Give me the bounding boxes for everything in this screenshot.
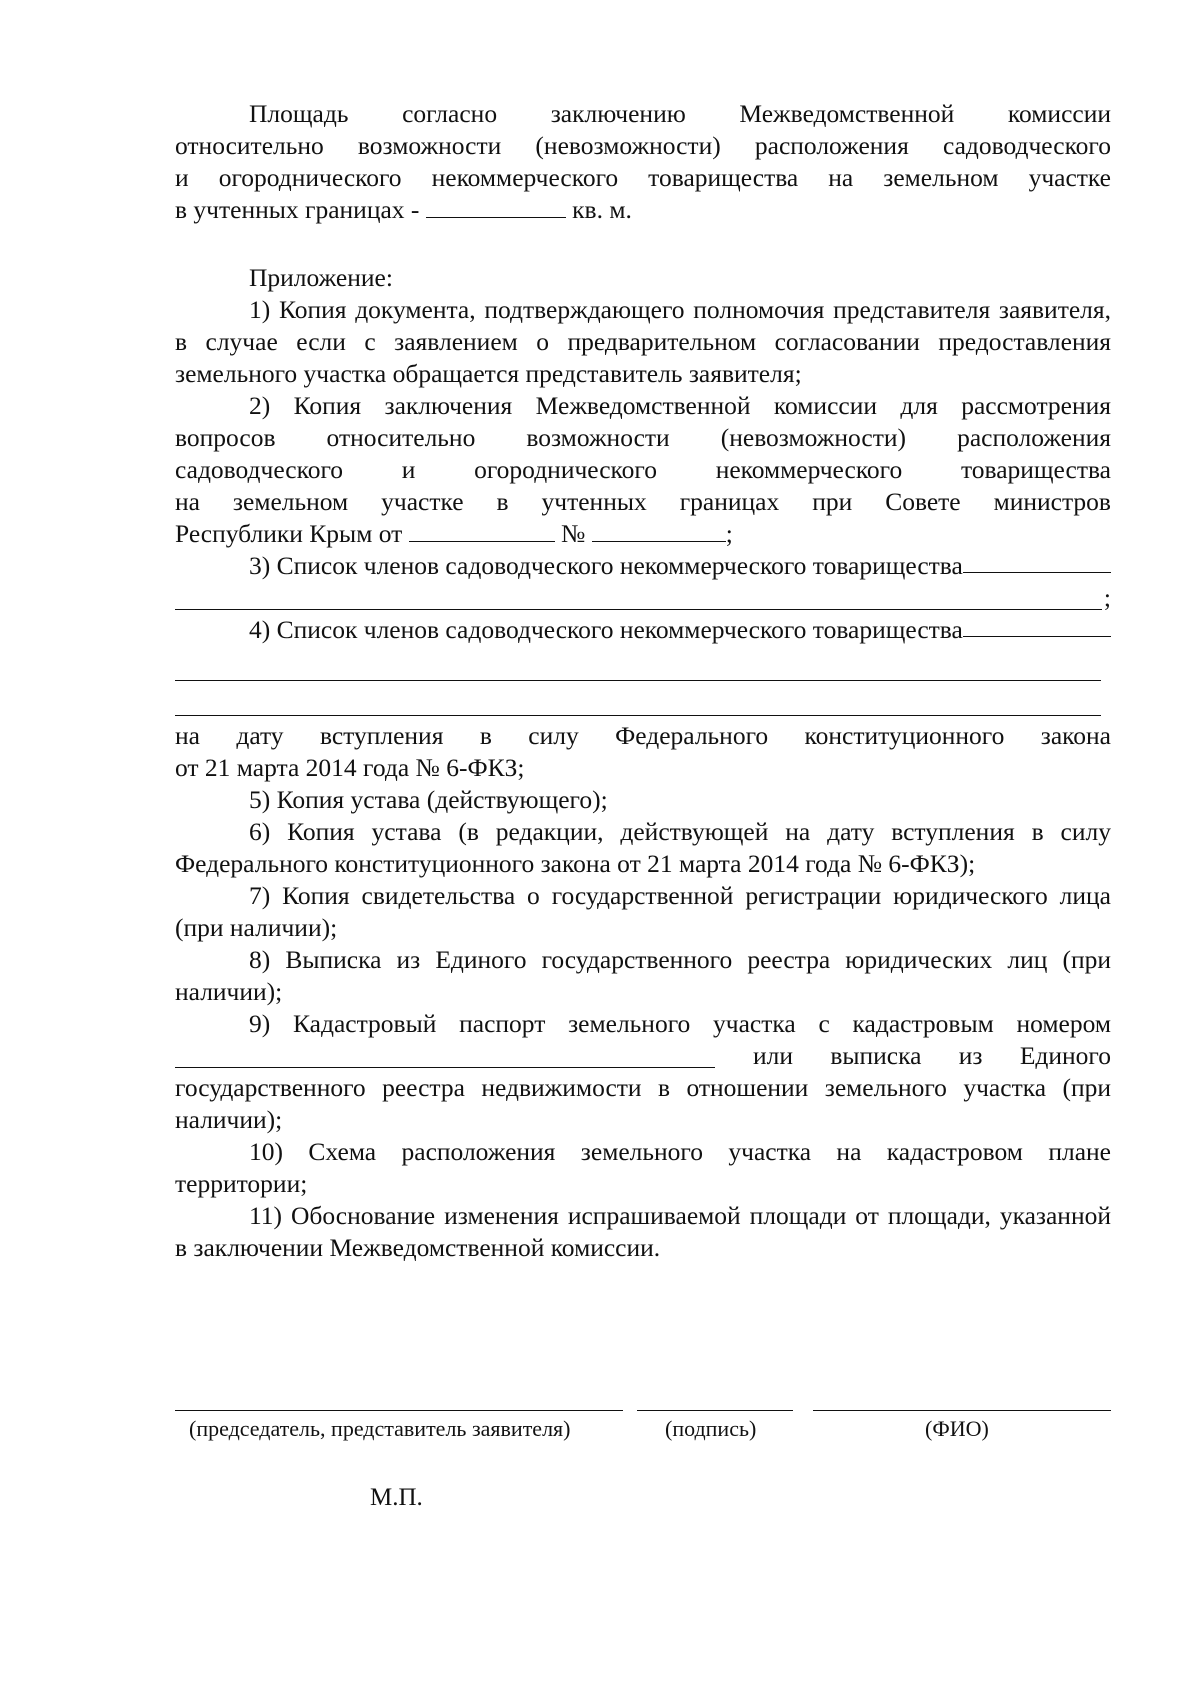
word: закона [1040,721,1111,750]
signature-label: (подпись) [665,1416,757,1441]
appendix-title: Приложение: [249,263,393,292]
word: огороднического [474,455,657,484]
members-list-field-4[interactable] [175,646,1101,681]
area-value-field[interactable] [426,195,566,218]
word: границах [679,487,780,516]
word: участке [381,487,464,516]
word: расположения [957,423,1111,452]
punctuation: ; [1103,583,1111,612]
word: выписка [830,1041,922,1070]
word: на [175,487,200,516]
word: Площадь [249,99,349,128]
word: возможности [526,423,670,452]
role-field[interactable] [175,1398,623,1411]
appendix-item-9-line-1: 9) Кадастровый паспорт земельного участка с кадастровым номером [249,1009,1111,1038]
appendix-item-8: 8) Выписка из Единого государственного реестра юридических лиц (при наличии); [175,945,1111,1006]
word: учтенных [541,487,647,516]
word: или [753,1041,794,1070]
word: и [401,455,416,484]
stamp-place-label: М.П. [370,1484,423,1511]
area-unit: кв. м. [572,195,632,224]
area-paragraph-line-4 [175,194,1111,226]
appendix-item-3 [175,550,1111,582]
word: вступления [319,721,444,750]
area-label: в учтенных границах - [175,195,420,224]
punctuation: ; [725,519,733,548]
conclusion-number-field[interactable] [592,519,726,542]
full-name-label: (ФИО) [925,1416,989,1441]
members-list-field-5[interactable] [175,681,1101,716]
signature-labels [175,1412,1111,1442]
word: Межведомственной [739,99,955,128]
members-list-field-1[interactable] [963,550,1111,573]
appendix-item-4-cont-line-2: от 21 марта 2014 года № 6-ФКЗ; [175,753,525,782]
area-paragraph-line-3: и огороднического некоммерческого товарищества на земельном участке [175,163,1111,192]
appendix-item-2-line-3 [175,454,1111,486]
word: земельном [232,487,349,516]
word: товарищества [960,455,1111,484]
word: относительно [326,423,476,452]
word: некоммерческого [715,455,903,484]
appendix-item-9-rest: государственного реестра недвижимости в отношении земельного участка (при наличии); [175,1073,1111,1134]
document-body [175,98,1111,1264]
appendix-item-10: 10) Схема расположения земельного участка на кадастровом плане территории; [175,1137,1111,1198]
word: Федерального [615,721,769,750]
appendix-item-2-line-2 [175,422,1111,454]
role-label: (председатель, представитель заявителя) [189,1416,571,1441]
word: Совете [885,487,961,516]
word: в [496,487,509,516]
appendix-item-3-text: 3) Список членов садоводческого некоммерческого товарищества [249,551,963,580]
appendix-item-5: 5) Копия устава (действующего); [249,785,608,814]
word: конституционного [804,721,1005,750]
conclusion-date-field[interactable] [409,519,555,542]
appendix-item-6: 6) Копия устава (в редакции, действующей на дату вступления в силу Федерального конституционного закона от 21 марта 2014 года № 6-ФКЗ); [175,817,1111,878]
appendix-item-3-continuation [175,582,1111,614]
word: заключению [550,99,686,128]
word: дату [236,721,284,750]
word: в [479,721,492,750]
word: при [812,487,853,516]
members-list-field-3[interactable] [963,614,1111,637]
conclusion-date-label: Республики Крым от [175,519,403,548]
area-paragraph-line-1 [175,98,1111,130]
appendix-item-4-text: 4) Список членов садоводческого некоммерческого товарищества [249,615,963,644]
word: комиссии [1007,99,1111,128]
appendix-item-4-cont-line-1 [175,720,1111,752]
word: (невозможности) [720,423,907,452]
members-list-field-2[interactable] [175,585,1102,610]
signature-lines [175,1398,1111,1412]
word: на [175,721,200,750]
signature-block [175,1398,1111,1442]
appendix-item-2-line-1: 2) Копия заключения Межведомственной комиссии для рассмотрения [249,391,1111,420]
word: согласно [402,99,498,128]
conclusion-number-label: № [561,519,586,548]
appendix-item-9-line-2 [175,1040,1111,1072]
appendix-item-2-line-4 [175,486,1111,518]
appendix-item-2-line-5 [175,518,1111,550]
signature-field[interactable] [637,1398,793,1411]
word: министров [993,487,1111,516]
appendix-item-4 [175,614,1111,646]
word: садоводческого [175,455,344,484]
word: силу [528,721,579,750]
appendix-item-11: 11) Обоснование изменения испрашиваемой площади от площади, указанной в заключении Межведомственной комиссии. [175,1201,1111,1262]
appendix-item-1: 1) Копия документа, подтверждающего полномочия представителя заявителя, в случае если с заявлением о предварительном согласовании предоставления земельного участка обращается представитель заявителя; [175,295,1111,388]
cadastral-number-field[interactable] [175,1043,715,1068]
full-name-field[interactable] [813,1398,1111,1411]
word: вопросов [175,423,276,452]
word: Единого [1019,1041,1111,1070]
item-9-words [753,1040,1111,1072]
appendix-item-7: 7) Копия свидетельства о государственной регистрации юридического лица (при наличии); [175,881,1111,942]
area-paragraph-line-2: относительно возможности (невозможности) расположения садоводческого [175,131,1111,160]
word: из [958,1041,983,1070]
